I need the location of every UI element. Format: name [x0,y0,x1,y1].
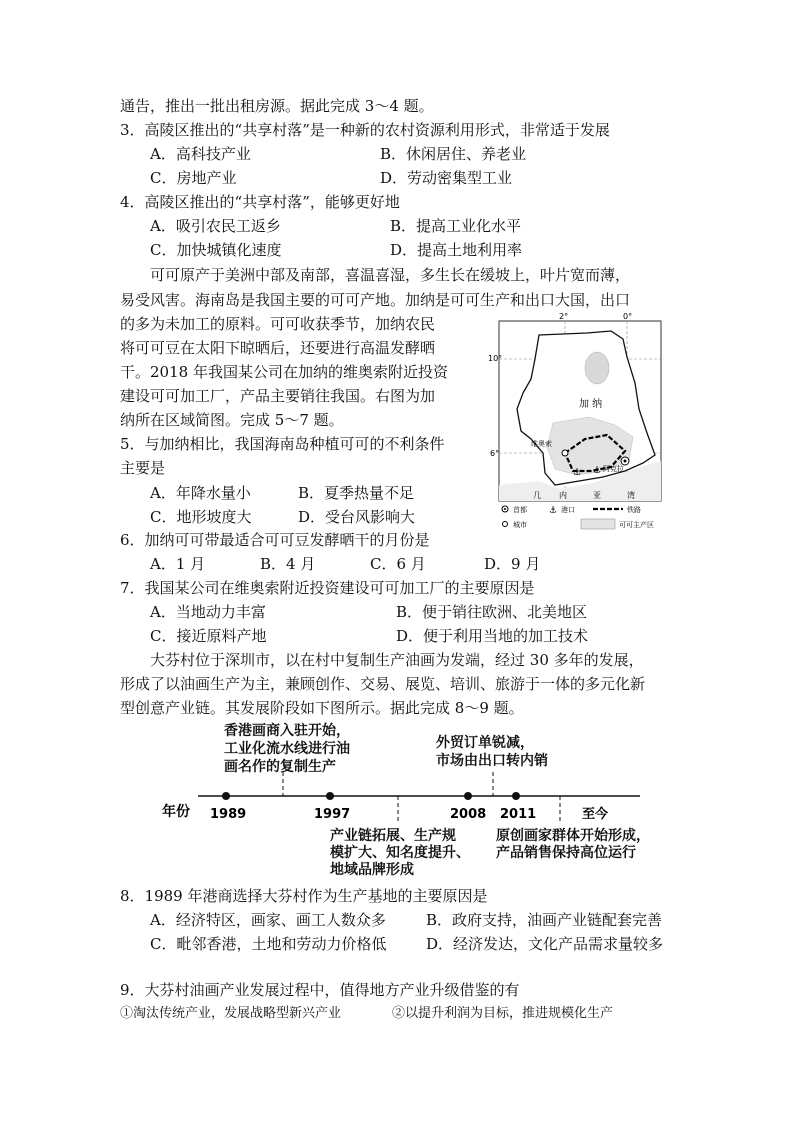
timeline-year: 至今 [582,807,609,822]
timeline-note: 画名作的复制生产 [224,759,336,775]
cocoa-passage-line: 建设可可加工厂，产品主要销往我国。右图为加 [120,387,436,405]
q7-option-d: D．便于利用当地的加工技术 [396,627,589,645]
longitude-label: 2° [559,312,569,321]
city-legend-icon [503,522,508,527]
question-5-stem: 5．与加纳相比，我国海南岛种植可可的不利条件 [120,435,445,453]
q3-option-a: A．高科技产业 [150,145,251,163]
anchor-icon: ⚓ [593,466,602,476]
q5-option-a: A．年降水量小 [150,484,251,502]
gulf-label: 亚 [593,491,601,500]
timeline-note: 工业化流水线进行油 [224,741,350,757]
q3-option-d: D．劳动密集型工业 [380,169,513,187]
cocoa-passage-line: 将可可豆在太阳下晾晒后，还要进行高温发酵晒 [120,339,436,357]
q8-option-a: A．经济特区，画家、画工人数众多 [150,911,386,929]
timeline-note: 原创画家群体开始形成， [496,828,650,844]
q7-option-c: C．接近原料产地 [150,627,267,645]
timeline-note: 产业链拓展、生产规 [330,828,456,844]
cocoa-legend-swatch [581,519,615,529]
dafen-passage-line: 大芬村位于深圳市，以在村中复制生产油画为发端，经过 30 多年的发展， [150,651,644,669]
timeline-year: 2008 [450,807,487,822]
timeline-point [464,792,472,800]
ghana-map [488,312,669,533]
longitude-label: 0° [623,312,633,321]
gulf-label: 湾 [627,491,635,500]
q9-item: ①淘汰传统产业，发展战略型新兴产业 [120,1006,342,1021]
q8-option-c: C．毗邻香港，土地和劳动力价格低 [150,935,387,953]
port-legend-icon: ⚓ [549,506,558,516]
timeline-year: 1989 [210,807,247,822]
timeline-year: 2011 [500,807,537,822]
lake-volta [585,352,609,384]
q7-option-b: B．便于销往欧洲、北美地区 [396,603,588,621]
q7-option-a: A．当地动力丰富 [150,603,266,621]
q6-option-a: A．1 月 [150,555,206,573]
question-9-stem: 9．大芬村油画产业发展过程中，值得地方产业升级借鉴的有 [120,981,520,999]
q3-option-b: B．休闲居住、养老业 [380,145,527,163]
timeline-axis-label: 年份 [162,804,190,820]
cocoa-passage-line: 可可原产于美洲中部及南部，喜温喜湿，多生长在缓坡上，叶片宽而薄， [150,266,631,284]
gulf-label: 内 [559,491,567,500]
city-label: 维奥索 [531,440,552,448]
q5-option-b: B．夏季热量不足 [298,484,415,502]
timeline-year: 1997 [314,807,351,822]
timeline-point [222,792,230,800]
question-3-stem: 3．高陵区推出的“共享村落”是一种新的农村资源利用形式，非常适于发展 [120,121,610,139]
q4-option-b: B．提高工业化水平 [390,217,522,235]
cocoa-passage-line: 易受风害。海南岛是我国主要的可可产地。加纳是可可生产和出口大国，出口 [120,291,631,309]
q4-option-d: D．提高土地利用率 [390,241,523,259]
legend-label: 首都 [513,506,527,514]
cocoa-passage-line: 干。2018 年我国某公司在加纳的维奥索附近投资 [120,363,448,381]
timeline-point [326,792,334,800]
q8-option-b: B．政府支持，油画产业链配套完善 [426,911,663,929]
legend-label: 港口 [561,506,575,514]
latitude-label: 6° [490,449,500,458]
timeline-note: 香港画商入驻开始， [224,723,350,739]
wiaoso-city-marker [562,450,568,456]
q6-option-c: C．6 月 [370,555,426,573]
cocoa-passage-line: 纳所在区域简图。完成 5～7 题。 [120,411,344,429]
q9-item: ②以提升利润为目标，推进规模化生产 [392,1006,614,1021]
legend-label: 城市 [513,521,527,529]
passage-tail: 通告，推出一批出租房源。据此完成 3～4 题。 [120,97,434,115]
latitude-label: 10° [488,354,503,363]
country-label: 加 纳 [579,399,603,410]
dafen-passage-line: 型创意产业链。其发展阶段如下图所示。据此完成 8～9 题。 [120,699,524,717]
question-7-stem: 7．我国某公司在维奥索附近投资建设可可加工厂的主要原因是 [120,579,535,597]
dafen-passage-line: 形成了以油画生产为主，兼顾创作、交易、展览、培训、旅游于一体的多元化新 [120,675,646,693]
timeline-point [512,792,520,800]
question-6-stem: 6．加纳可可带最适合可可豆发酵晒干的月份是 [120,531,430,549]
question-4-stem: 4．高陵区推出的“共享村落”，能够更好地 [120,193,400,211]
cocoa-passage-line: 的多为未加工的原料。可可收获季节，加纳农民 [120,315,436,333]
timeline-note: 地域品牌形成 [330,862,414,878]
q5-option-d: D．受台风影响大 [298,508,416,526]
q6-option-d: D．9 月 [484,555,541,573]
city-label: 阿克拉 [603,465,624,473]
q8-option-d: D．经济发达，文化产品需求量较多 [426,935,664,953]
timeline-note: 模扩大、知名度提升、 [330,845,470,861]
question-5-stem-cont: 主要是 [120,459,166,477]
timeline-note: 产品销售保持高位运行 [496,845,636,861]
gulf-label: 几 [533,491,541,500]
anchor-icon: ⚓ [573,468,582,478]
q5-option-c: C．地形坡度大 [150,508,252,526]
legend-label: 铁路 [627,506,641,514]
q4-option-a: A．吸引农民工返乡 [150,217,281,235]
q6-option-b: B．4 月 [260,555,316,573]
q3-option-c: C．房地产业 [150,169,237,187]
legend-label: 可可主产区 [619,521,654,529]
timeline-note: 市场由出口转内销 [436,753,548,769]
timeline-axis [150,768,650,828]
timeline-note: 外贸订单锐减， [436,735,534,751]
q4-option-c: C．加快城镇化速度 [150,241,282,259]
question-8-stem: 8．1989 年港商选择大芬村作为生产基地的主要原因是 [120,887,488,905]
